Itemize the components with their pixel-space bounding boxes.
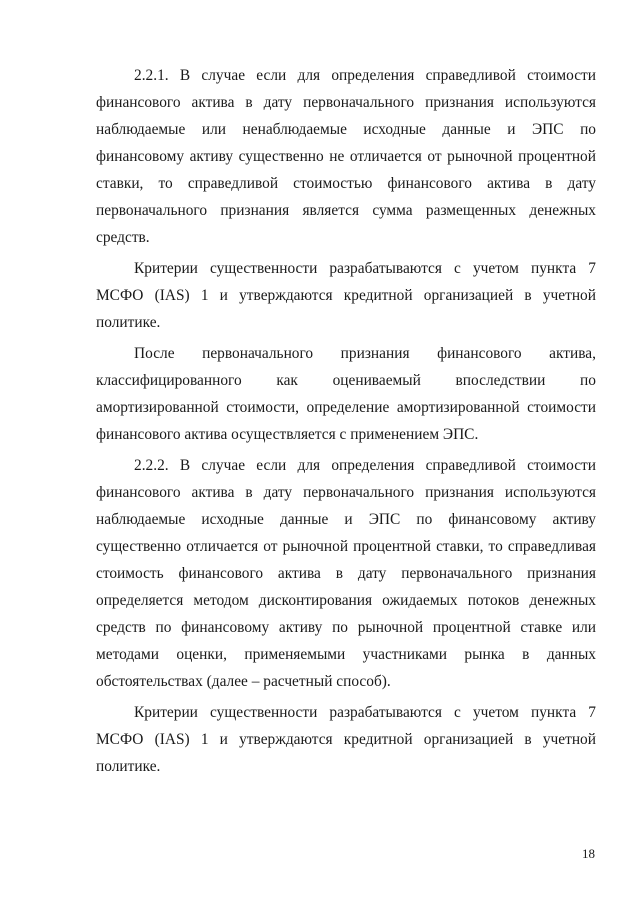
paragraph-materiality-criteria-1: Критерии существенности разрабатываются с учетом пункта 7 МСФО (IAS) 1 и утверждаются кредитной организацией в учетной политике. (96, 260, 596, 331)
paragraph-2-2-1: 2.2.1. В случае если для определения справедливой стоимости финансового актива в дату первоначального признания используются наблюдаемые или ненаблюдаемые исходные данные и ЭПС по финансовому активу существенно не отличается от рыночной процентной ставки, то справедливой стоимостью финансового актива в дату первоначального признания является сумма размещенных денежных средств. (96, 67, 596, 246)
page-number: 18 (582, 846, 595, 861)
document-body (96, 62, 596, 780)
paragraph-materiality-criteria-2: Критерии существенности разрабатываются с учетом пункта 7 МСФО (IAS) 1 и утверждаются кредитной организацией в учетной политике. (96, 704, 596, 775)
paragraph-2-2-2: 2.2.2. В случае если для определения справедливой стоимости финансового актива в дату первоначального признания используются наблюдаемые исходные данные и ЭПС по финансовому активу существенно отличается от рыночной процентной ставки, то справедливая стоимость финансового актива в дату первоначального признания определяется методом дисконтирования ожидаемых потоков денежных средств по финансовому активу по рыночной процентной ставке или методами оценки, применяемыми участниками рынка в данных обстоятельствах (далее – расчетный способ). (96, 457, 596, 690)
paragraph-amortized-cost: После первоначального признания финансового актива, классифицированного как оцениваемый впоследствии по амортизированной стоимости, определение амортизированной стоимости финансового актива осуществляется с применением ЭПС. (96, 345, 596, 443)
